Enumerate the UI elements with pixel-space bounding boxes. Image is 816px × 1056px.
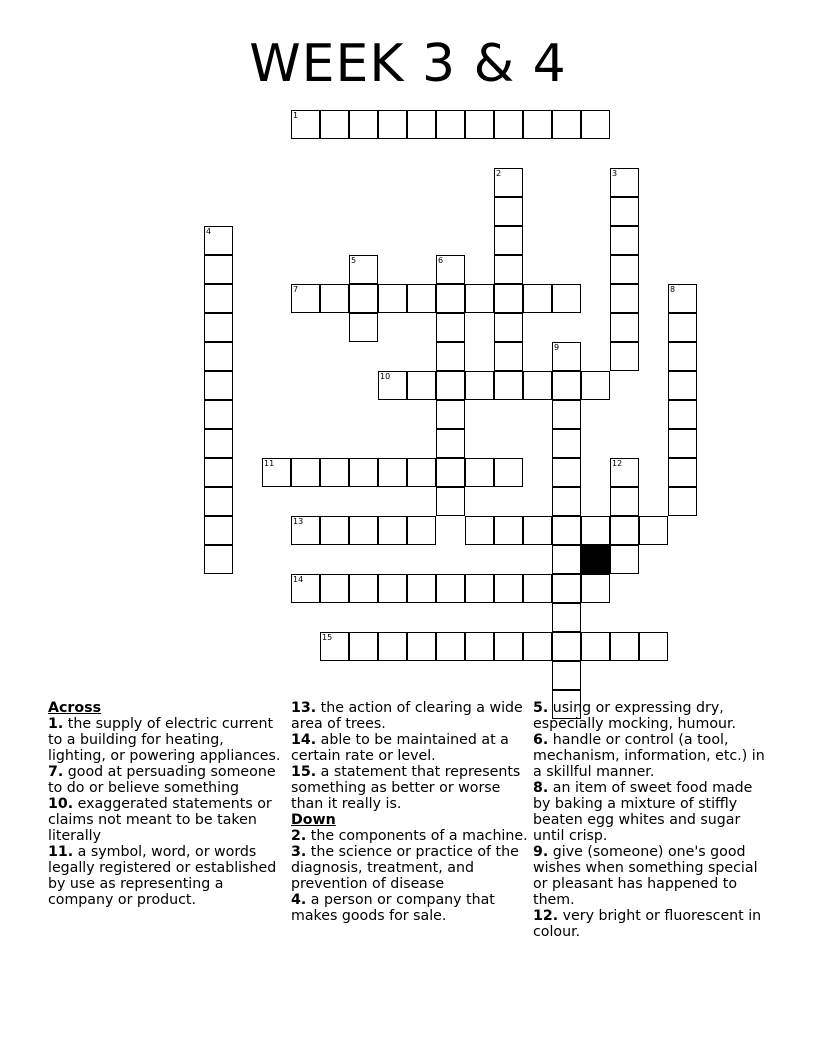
grid-cell[interactable] [668, 400, 697, 429]
clue-across-11: 11. a symbol, word, or words legally registered or established by use as representing a company or product. [48, 844, 277, 908]
grid-cell[interactable] [349, 284, 378, 313]
grid-cell[interactable] [436, 487, 465, 516]
grid-cell[interactable] [204, 458, 233, 487]
grid-cell[interactable] [320, 458, 349, 487]
clue-number: 13 [293, 517, 304, 526]
grid-cell[interactable] [291, 574, 320, 603]
grid-cell[interactable] [436, 255, 465, 284]
grid-cell[interactable] [407, 516, 436, 545]
grid-cell[interactable] [552, 429, 581, 458]
clues-column-1 [48, 700, 284, 908]
grid-cell[interactable] [552, 603, 581, 632]
clue-across-14: 14. able to be maintained at a certain rate or level. [291, 732, 509, 764]
grid-cell[interactable] [552, 110, 581, 139]
grid-cell[interactable] [610, 458, 639, 487]
grid-cell[interactable] [494, 284, 523, 313]
grid-cell[interactable] [378, 574, 407, 603]
grid-cell[interactable] [204, 545, 233, 574]
grid-cell[interactable] [465, 110, 494, 139]
grid-cell[interactable] [523, 516, 552, 545]
grid-cell[interactable] [494, 632, 523, 661]
grid-cell[interactable] [204, 255, 233, 284]
grid-cell[interactable] [668, 371, 697, 400]
grid-cell[interactable] [436, 110, 465, 139]
grid-cell[interactable] [291, 110, 320, 139]
grid-cell[interactable] [204, 400, 233, 429]
grid-cell[interactable] [320, 110, 349, 139]
grid-cell[interactable] [552, 400, 581, 429]
grid-cell[interactable] [349, 255, 378, 284]
grid-cell[interactable] [436, 284, 465, 313]
clue-down-4: 4. a person or company that makes goods for sale. [291, 892, 495, 924]
grid-cell[interactable] [204, 226, 233, 255]
clue-across-7: 7. good at persuading someone to do or believe something [48, 764, 276, 796]
clue-across-13: 13. the action of clearing a wide area of trees. [291, 700, 523, 732]
grid-cell[interactable] [581, 632, 610, 661]
grid-cell[interactable] [378, 516, 407, 545]
grid-cell[interactable] [465, 632, 494, 661]
grid-cell[interactable] [436, 574, 465, 603]
grid-cell[interactable] [204, 342, 233, 371]
grid-cell[interactable] [668, 342, 697, 371]
grid-cell[interactable] [291, 516, 320, 545]
clue-across-1: 1. the supply of electric current to a building for heating, lighting, or powering appliances. [48, 716, 281, 764]
grid-cell[interactable] [262, 458, 291, 487]
grid-cell[interactable] [610, 313, 639, 342]
down-heading: Down [291, 812, 336, 828]
clue-number: 5 [351, 256, 357, 265]
grid-cell[interactable] [204, 429, 233, 458]
grid-cell[interactable] [204, 313, 233, 342]
grid-cell[interactable] [610, 255, 639, 284]
grid-cell[interactable] [291, 458, 320, 487]
clue-down-5: 5. using or expressing dry, especially mocking, humour. [533, 700, 737, 732]
black-cell [581, 545, 610, 574]
clues-column-3 [533, 700, 769, 940]
grid-cell[interactable] [552, 371, 581, 400]
grid-cell[interactable] [581, 371, 610, 400]
clues-column-2 [291, 700, 529, 924]
grid-cell[interactable] [407, 284, 436, 313]
grid-cell[interactable] [349, 458, 378, 487]
grid-cell[interactable] [349, 574, 378, 603]
grid-cell[interactable] [552, 284, 581, 313]
grid-cell[interactable] [436, 313, 465, 342]
clue-down-3: 3. the science or practice of the diagnosis, treatment, and prevention of disease [291, 844, 519, 892]
grid-cell[interactable] [639, 632, 668, 661]
grid-cell[interactable] [494, 574, 523, 603]
grid-cell[interactable] [552, 516, 581, 545]
grid-cell[interactable] [465, 284, 494, 313]
grid-cell[interactable] [349, 110, 378, 139]
grid-cell[interactable] [465, 516, 494, 545]
clue-number: 3 [612, 169, 618, 178]
grid-cell[interactable] [523, 632, 552, 661]
grid-cell[interactable] [639, 516, 668, 545]
grid-cell[interactable] [552, 661, 581, 690]
clue-number: 1 [293, 111, 299, 120]
grid-cell[interactable] [610, 516, 639, 545]
clue-number: 8 [670, 285, 676, 294]
grid-cell[interactable] [494, 197, 523, 226]
grid-cell[interactable] [610, 284, 639, 313]
grid-cell[interactable] [204, 487, 233, 516]
grid-cell[interactable] [523, 371, 552, 400]
grid-cell[interactable] [610, 545, 639, 574]
grid-cell[interactable] [552, 458, 581, 487]
grid-cell[interactable] [407, 632, 436, 661]
grid-cell[interactable] [552, 545, 581, 574]
grid-cell[interactable] [610, 342, 639, 371]
page-title: WEEK 3 & 4 [249, 34, 567, 94]
grid-cell[interactable] [407, 371, 436, 400]
grid-cell[interactable] [494, 458, 523, 487]
grid-cell[interactable] [407, 458, 436, 487]
grid-cell[interactable] [407, 574, 436, 603]
across-heading: Across [48, 700, 102, 716]
grid-cell[interactable] [668, 458, 697, 487]
grid-cell[interactable] [494, 313, 523, 342]
grid-cell[interactable] [320, 574, 349, 603]
grid-cell[interactable] [523, 284, 552, 313]
grid-cell[interactable] [494, 516, 523, 545]
clue-number: 6 [438, 256, 444, 265]
grid-cell[interactable] [610, 226, 639, 255]
clue-down-12: 12. very bright or fluorescent in colour. [533, 908, 762, 940]
grid-cell[interactable] [436, 429, 465, 458]
grid-cell[interactable] [436, 458, 465, 487]
grid-cell[interactable] [552, 342, 581, 371]
grid-cell[interactable] [349, 632, 378, 661]
grid-cell[interactable] [320, 516, 349, 545]
grid-cell[interactable] [610, 632, 639, 661]
grid-cell[interactable] [552, 632, 581, 661]
grid-cell[interactable] [465, 574, 494, 603]
grid-cell[interactable] [436, 632, 465, 661]
grid-cell[interactable] [378, 458, 407, 487]
grid-cell[interactable] [610, 487, 639, 516]
grid-cell[interactable] [291, 284, 320, 313]
grid-cell[interactable] [552, 574, 581, 603]
clue-down-2: 2. the components of a machine. [291, 828, 528, 844]
grid-cell[interactable] [668, 313, 697, 342]
grid-cell[interactable] [378, 371, 407, 400]
grid-cell[interactable] [523, 574, 552, 603]
grid-cell[interactable] [407, 110, 436, 139]
clue-across-10: 10. exaggerated statements or claims not meant to be taken literally [48, 796, 272, 844]
clue-across-15: 15. a statement that represents something as better or worse than it really is. [291, 764, 521, 812]
grid-cell[interactable] [668, 284, 697, 313]
clue-number: 10 [380, 372, 391, 381]
grid-cell[interactable] [494, 110, 523, 139]
grid-cell[interactable] [494, 342, 523, 371]
clue-number: 9 [554, 343, 560, 352]
grid-cell[interactable] [320, 284, 349, 313]
grid-cell[interactable] [581, 516, 610, 545]
grid-cell[interactable] [349, 313, 378, 342]
grid-cell[interactable] [465, 458, 494, 487]
grid-cell[interactable] [668, 429, 697, 458]
grid-cell[interactable] [436, 371, 465, 400]
grid-cell[interactable] [581, 574, 610, 603]
clue-number: 2 [496, 169, 502, 178]
clue-number: 11 [264, 459, 275, 468]
clue-down-8: 8. an item of sweet food made by baking a mixture of stiffly beaten egg whites and sugar until crisp. [533, 780, 753, 844]
clue-number: 4 [206, 227, 212, 236]
clue-number: 12 [612, 459, 623, 468]
clue-down-6: 6. handle or control (a tool, mechanism, information, etc.) in a skillful manner. [533, 732, 765, 780]
clue-number: 15 [322, 633, 333, 642]
grid-cell[interactable] [204, 516, 233, 545]
grid-cell[interactable] [378, 284, 407, 313]
grid-cell[interactable] [610, 197, 639, 226]
clue-number: 14 [293, 575, 304, 584]
grid-cell[interactable] [436, 400, 465, 429]
grid-cell[interactable] [320, 632, 349, 661]
grid-cell[interactable] [494, 226, 523, 255]
grid-cell[interactable] [378, 110, 407, 139]
grid-cell[interactable] [581, 110, 610, 139]
grid-cell[interactable] [668, 487, 697, 516]
grid-cell[interactable] [610, 168, 639, 197]
grid-cell[interactable] [523, 110, 552, 139]
grid-cell[interactable] [204, 371, 233, 400]
grid-cell[interactable] [494, 168, 523, 197]
clue-down-9: 9. give (someone) one's good wishes when something special or pleasant has happened to them. [533, 844, 758, 908]
grid-cell[interactable] [552, 487, 581, 516]
clue-number: 7 [293, 285, 299, 294]
grid-cell[interactable] [494, 371, 523, 400]
grid-cell[interactable] [349, 516, 378, 545]
grid-cell[interactable] [465, 371, 494, 400]
grid-cell[interactable] [436, 342, 465, 371]
grid-cell[interactable] [378, 632, 407, 661]
grid-cell[interactable] [204, 284, 233, 313]
grid-cell[interactable] [494, 255, 523, 284]
